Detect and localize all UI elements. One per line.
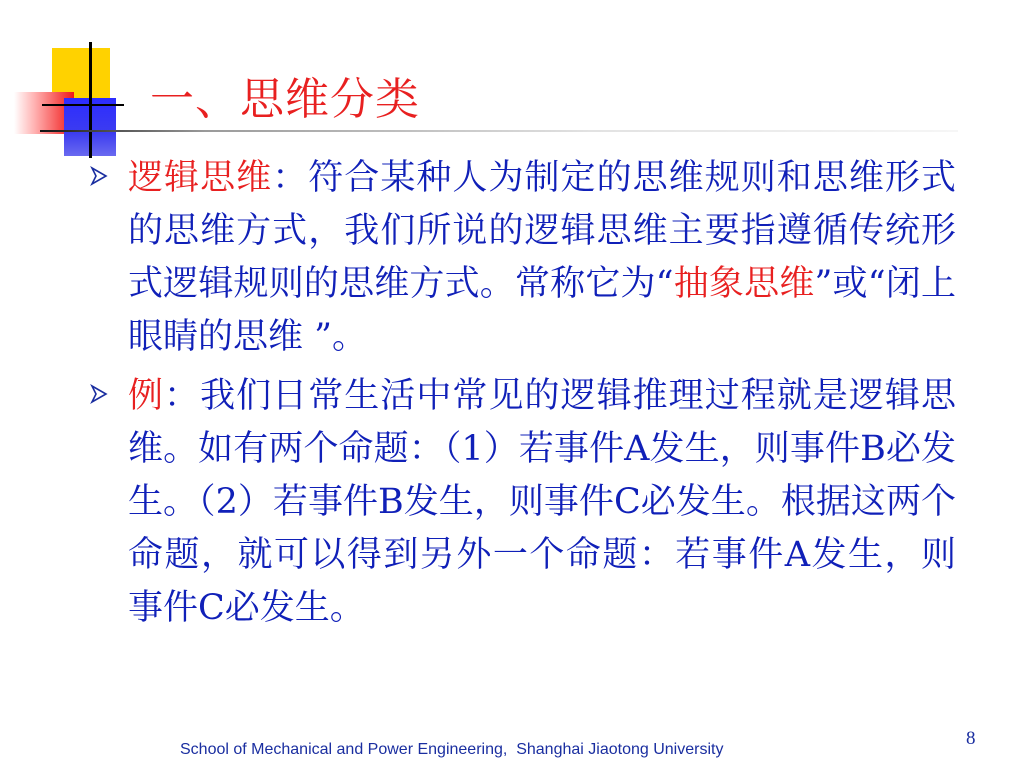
bullet-body-end: ”或“闭上眼睛的思维 ”。 <box>128 264 956 357</box>
bullet-term: 例 <box>128 376 165 416</box>
page-number: 8 <box>966 728 976 749</box>
footer-institution: School of Mechanical and Power Engineering, Shanghai Jiaotong University <box>180 741 724 758</box>
decor-short-horizontal-line <box>42 104 124 106</box>
bullet-item-logical-thinking <box>86 152 956 364</box>
decor-vertical-line <box>89 42 92 158</box>
title-underline <box>40 130 958 132</box>
arrowhead-bullet-icon <box>90 384 108 404</box>
bullet-highlight: 抽象思维 <box>673 264 815 304</box>
arrowhead-bullet-icon <box>90 166 108 186</box>
bullet-item-example <box>86 370 956 635</box>
slide-title: 一、思维分类 <box>150 74 420 125</box>
bullet-text <box>128 152 956 364</box>
slide-body <box>86 152 956 641</box>
bullet-body: ：符合某种人为制定的思维规则和思维形式的思维方式，我们所说的逻辑思维主要指遵循传统形式逻辑规则的思维方式。常称它为“ <box>128 158 956 304</box>
bullet-term: 逻辑思维 <box>128 158 273 198</box>
bullet-body: ：我们日常生活中常见的逻辑推理过程就是逻辑思维。如有两个命题：（1）若事件A发生，则事件B必发生。（2）若事件B发生，则事件C必发生。根据这两个命题，就可以得到另外一个命题：若事件A发生，则事件C必发生。 <box>128 376 956 628</box>
bullet-text <box>128 370 956 635</box>
